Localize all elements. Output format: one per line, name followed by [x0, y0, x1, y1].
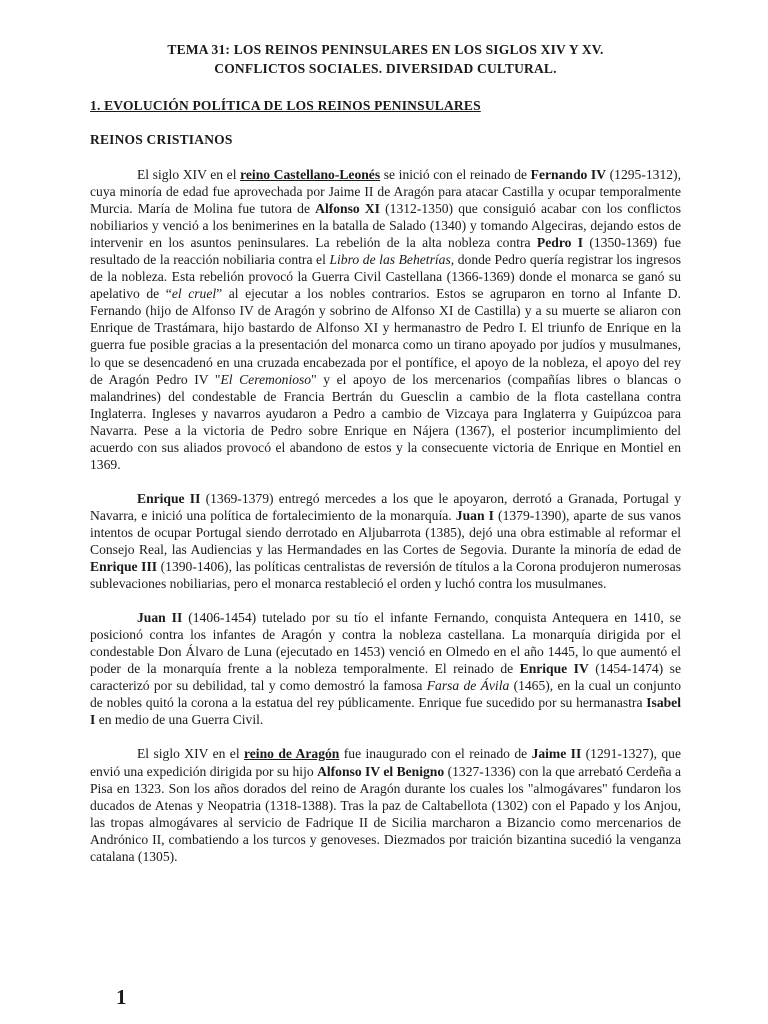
bold-run: Alfonso XI — [315, 201, 380, 217]
text-run: (1327-1336) con la que arrebató Cerdeña a Pisa en 1323. Son los años dorados del reino de Aragón durante los cuales los "almogávares" fundaron los ducados de Atenas y Neopatria (1318-1388). Tras la paz de Caltabellota (1302) con el Papado y los Anjou, las tropas almogávares al servicio de Fadrique II de Sicilia marcharon a Bizancio como mercenarios de Andrónico II, combatiendo a los turcos y genoveses. Diezmados por traición bizantina sucedió la venganza catalana (1305). — [90, 763, 681, 864]
bold-run: Enrique III — [90, 559, 158, 575]
italic-run: Libro de las Behetrías, — [329, 252, 455, 268]
text-run: (1406-1454) tutelado por su tío el infante Fernando, conquista Antequera en 1410, se posicionó contra los infantes de Aragón y contra la nobleza castellana. La monarquía dirigida por el condestable Don Álvaro de Luna (ejecutado en 1453) venció en Olmedo en el año 1445, lo que aumentó el poder de la monarquía frente a la nobleza temporalmente. El reinado de — [90, 610, 681, 677]
bold-run: Enrique IV — [519, 661, 589, 677]
paragraph — [90, 490, 681, 592]
text-run: (1291-1327), que envió una expedición dirigida por su hijo — [90, 746, 682, 779]
text-run: se inició con el reinado de — [380, 167, 531, 182]
text-run: (1454-1474) se caracterizó por su debilidad, tal y como demostró la famosa — [90, 661, 681, 694]
bold-underline-run: reino Castellano-Leonés — [240, 167, 381, 182]
bold-run: Alfonso IV el Benigno — [317, 763, 445, 779]
text-run: El siglo XIV en el — [137, 167, 241, 182]
bold-run: Isabel I — [90, 695, 681, 728]
italic-run: el cruel — [171, 286, 217, 302]
text-run: (1312-1350) que consiguió acabar con los conflictos nobiliarios y venció a los benimerines en la batalla de Salado (1340) y tomando Algeciras, dejando estos de intervenir en los asuntos peninsulares. La rebelión de la alta nobleza contra — [90, 201, 681, 251]
paragraph — [90, 609, 681, 728]
italic-run: Farsa de Ávila — [426, 678, 510, 694]
text-run: ” al ejecutar a los nobles contrarios. Estos se agruparon en torno al Infante D. Fernando (hijo de Alfonso IV de Aragón y sobrino de Alfonso XI de Castilla) y a su muerte se aliaron con Enrique de Trastámara, hijo bastardo de Alfonso XI y hermanastro de Pedro I. El triunfo de Enrique en la guerra fue posible gracias a la presentación del monarca como un tirano apoyado por judíos y musulmanes, lo que se desencadenó en una cruzada encabezada por el pontífice, el apoyo de la nobleza, el apoyo del rey de Aragón Pedro IV " — [90, 286, 681, 387]
document-page — [90, 0, 681, 865]
paragraph — [90, 745, 681, 864]
bold-run: Juan I — [455, 507, 494, 523]
document-title — [90, 40, 681, 78]
title-line-1: TEMA 31: LOS REINOS PENINSULARES EN LOS SIGLOS XIV Y XV. — [167, 42, 604, 57]
title-line-2: CONFLICTOS SOCIALES. DIVERSIDAD CULTURAL. — [214, 61, 557, 76]
bold-run: Enrique II — [137, 490, 201, 506]
text-run: (1465), en la cual un conjunto de nobles quitó la corona a la estatua del rey públicamente. Enrique fue sucedido por su hermanastra — [90, 678, 682, 711]
section-heading: 1. EVOLUCIÓN POLÍTICA DE LOS REINOS PENINSULARES — [90, 98, 481, 113]
document-body — [90, 166, 681, 865]
text-run: fue inaugurado con el reinado de — [339, 746, 532, 762]
text-run: (1369-1379) entregó mercedes a los que le apoyaron, derrotó a Granada, Portugal y Navarra, e inició una política de fortalecimiento de la monarquía. — [90, 490, 681, 523]
bold-run: Juan II — [137, 610, 183, 626]
paragraph — [90, 166, 681, 473]
text-run: donde Pedro quería registrar los ingresos de la nobleza. Esta rebelión provocó la Guerra Civil Castellana (1366-1369) donde el monarca se ganó su apelativo de “ — [90, 252, 682, 302]
text-run: (1379-1390), aparte de sus vanos intentos de ocupar Portugal siendo derrotado en Aljubarrota (1385), dejó una obra estimable al reformar el Consejo Real, las Audiencias y las Hermandades en las Cortes de Segovia. Durante la minoría de edad de — [90, 507, 681, 557]
bold-run: Jaime II — [531, 746, 582, 762]
text-run: El siglo XIV en el — [137, 746, 244, 762]
text-run: (1350-1369) fue resultado de la reacción nobiliaria contra el — [90, 235, 681, 268]
bold-underline-run: reino de Aragón — [243, 746, 340, 762]
bold-run: Pedro I — [536, 235, 584, 251]
subheading: REINOS CRISTIANOS — [90, 132, 233, 147]
text-run: (1390-1406), las políticas centralistas de reversión de títulos a la Corona produjeron numerosas sublevaciones nobiliarias, pero el monarca restableció el orden y luchó contra los musulmanes. — [90, 559, 681, 592]
text-run: (1295-1312), cuya minoría de edad fue aprovechada por Jaime II de Aragón para atacar Castilla y ocupar temporalmente Murcia. María de Molina fue tutora de — [90, 167, 681, 217]
bold-run: Fernando IV — [530, 167, 607, 182]
text-run: " y el apoyo de los mercenarios (compañías libres o blancas o malandrines) del condestable de Francia Bertrán du Guesclin a cambio de la flota castellana contra Inglaterra. Ingleses y navarros ayudaron a Pedro a cambio de Vizcaya para Inglaterra y Guipúzcoa para Navarra. Pese a la victoria de Pedro sobre Enrique en Nájera (1367), el posterior incumplimiento del acuerdo con sus aliados provocó el abandono de estos y la consecuente victoria de Enrique en Montiel en 1369. — [90, 371, 681, 472]
italic-run: El Ceremonioso — [220, 371, 312, 387]
text-run: en medio de una Guerra Civil. — [95, 712, 264, 728]
page-number: 1 — [116, 985, 127, 1009]
